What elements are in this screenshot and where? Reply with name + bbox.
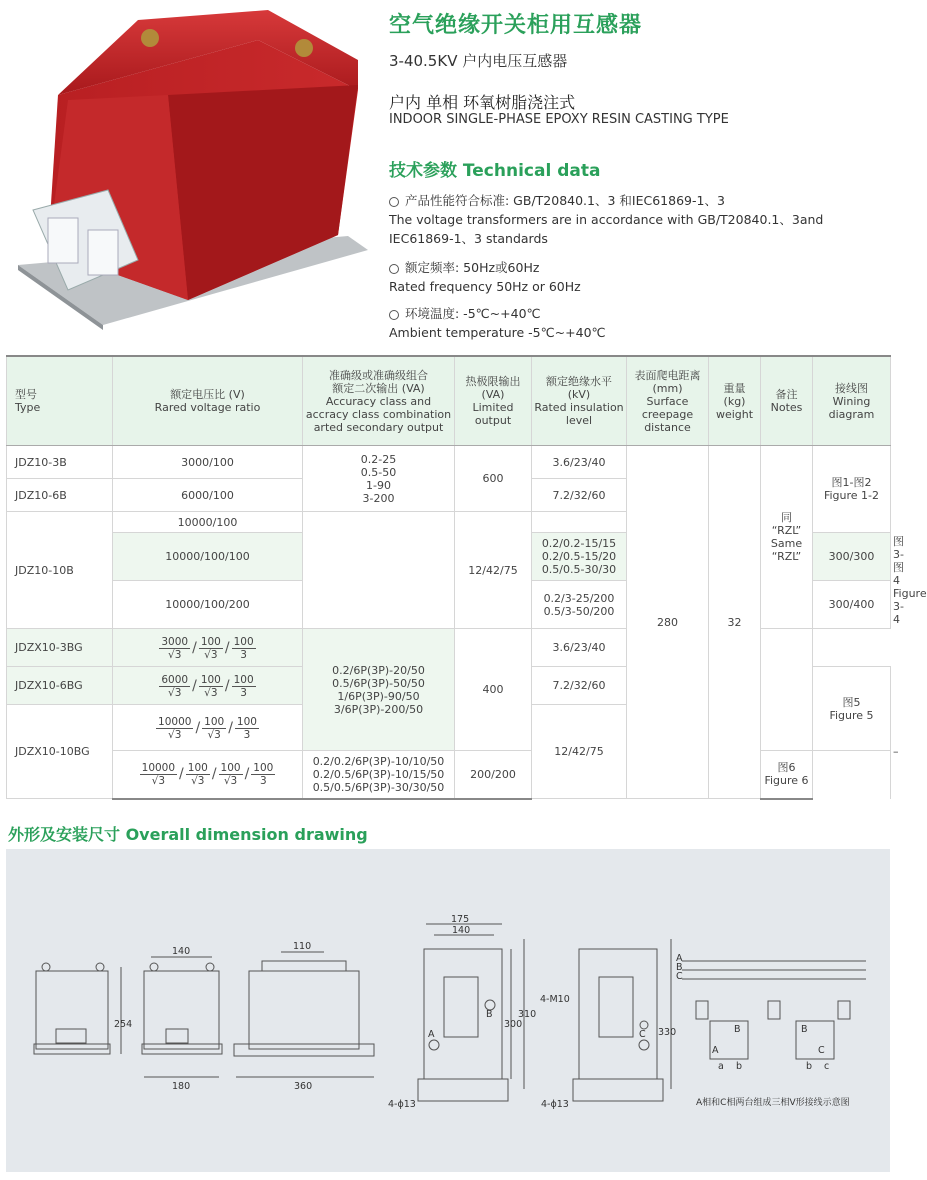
ratio-fraction: 10000 √3 / 100 √3 / 100 √3 / 100 3 [141, 762, 274, 788]
col-weight: 重量 (kg) weight [709, 356, 761, 446]
col-insulation: 额定绝缘水平 (kV) Rated insulation level [532, 356, 627, 446]
table-row: JDZX10-6BG 6000 √3 / 100 √3 / 100 3 7.2/32/60 图5 Figure 5 [7, 667, 891, 705]
table-row: 10000 √3 / 100 √3 / 100 √3 / 100 3 0.2/0.2/6P(3P)-10/10/50 0.2/0.5/6P(3P)-10/15/50 0.5/0.5/6P(3P)-30/30/50 200/200 图6 Figure 6 [7, 751, 891, 799]
type-en: INDOOR SINGLE-PHASE EPOXY RESIN CASTING TYPE [389, 112, 729, 127]
col-creepage: 表面爬电距离 (mm) Surface creepage distance [627, 356, 709, 446]
blank-cell [761, 629, 813, 751]
dimension-drawing: 254 140 180 110 360 175 140 300 310 4-ϕ13 4-M10 330 4-ϕ13 A B C A B C B B A C a b b c A相和C相两台组成三相V形接线示意图 [6, 849, 890, 1172]
col-accuracy: 准确级或准确级组合 额定二次输出 (VA) Accuracy class and accracy class combination arted secondary output [303, 356, 455, 446]
table-row: JDZX10-10BG 10000 √3 / 100 √3 / 100 3 12/42/75 – [7, 705, 891, 751]
col-wiring: 接线图 Wining diagram [813, 356, 891, 446]
circle-bullet-icon [389, 197, 399, 207]
product-image [8, 0, 378, 340]
table-row: JDZ10-3B 3000/100 0.2-25 0.5-50 1-90 3-200 600 3.6/23/40 280 32 同 “RZL” Same “RZL” 图1-图2 Figure 1-2 [7, 446, 891, 479]
circle-bullet-icon [389, 310, 399, 320]
blank-cell [303, 512, 455, 629]
spec-frequency: 额定频率: 50Hz或60Hz Rated frequency 50Hz or 60Hz [389, 260, 581, 294]
col-limited: 热极限输出 (VA) Limited output [455, 356, 532, 446]
ratio-fraction: 10000 √3 / 100 √3 / 100 3 [158, 715, 257, 741]
col-type: 型号 Type [7, 356, 113, 446]
dimension-heading: 外形及安装尺寸 Overall dimension drawing [8, 825, 368, 844]
spec-table [6, 355, 927, 799]
col-ratio: 额定电压比 (V) Rared voltage ratio [113, 356, 303, 446]
tech-heading: 技术参数 Technical data [389, 161, 601, 181]
table-row: JDZX10-3BG 3000 √3 / 100 √3 / 100 3 0.2/6P(3P)-20/50 0.5/6P(3P)-50/50 1/6P(3P)-90/50 3/6P(3P)-200/50 400 3.6/23/40 [7, 629, 891, 667]
ratio-fraction: 3000 √3 / 100 √3 / 100 3 [161, 635, 254, 661]
type-cn: 户内 单相 环氧树脂浇注式 [389, 93, 576, 112]
dimension-svg [6, 849, 890, 1172]
product-subtitle: 3-40.5KV 户内电压互感器 [389, 52, 568, 70]
spec-temperature: 环境温度: -5℃~+40℃ Ambient temperature -5℃~+40℃ [389, 306, 606, 340]
ratio-fraction: 6000 √3 / 100 √3 / 100 3 [161, 673, 254, 699]
spec-standard: 产品性能符合标准: GB/T20840.1、3 和IEC61869-1、3 The voltage transformers are in accordance with GB/T20840.1、3and IEC61869-1、3 standards [389, 193, 824, 246]
product-title: 空气绝缘开关柜用互感器 [389, 13, 643, 38]
table-header-row [7, 356, 891, 446]
table-row: JDZ10-10B 10000/100 12/42/75 [7, 512, 891, 533]
table-row: 10000/100/200 0.2/3-25/200 0.5/3-50/200 300/400 [7, 581, 891, 629]
circle-bullet-icon [389, 264, 399, 274]
col-notes: 备注 Notes [761, 356, 813, 446]
table-row: 10000/100/100 0.2/0.2-15/15 0.2/0.5-15/20 0.5/0.5-30/30 300/300 图3-图4 Figure 3-4 [7, 533, 891, 581]
table-row: JDZ10-6B 6000/100 7.2/32/60 [7, 479, 891, 512]
